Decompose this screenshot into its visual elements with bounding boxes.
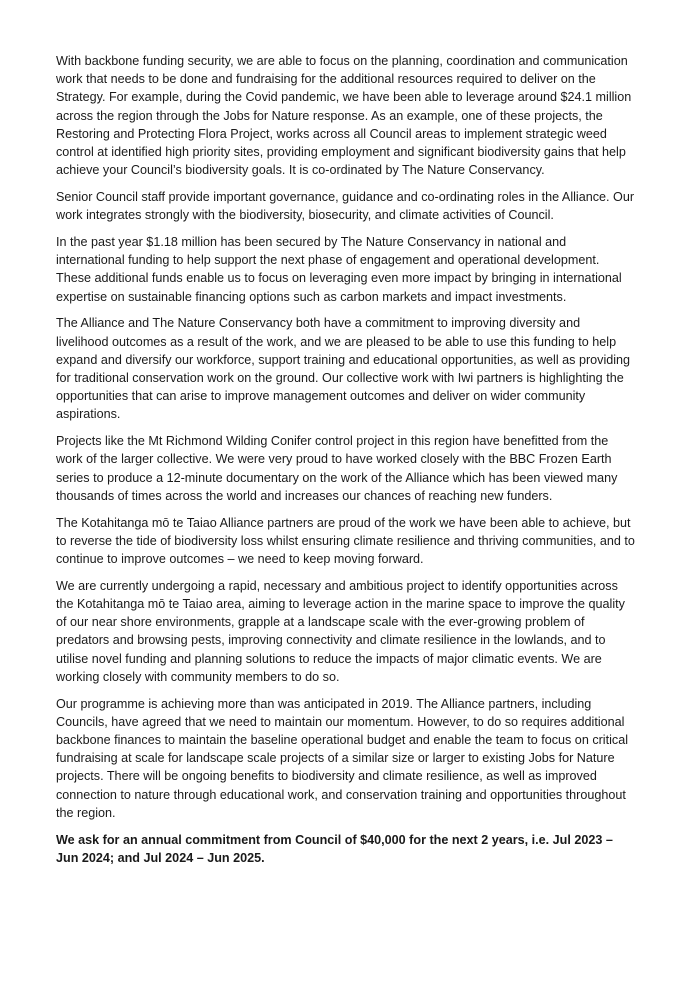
funding-request: We ask for an annual commitment from Council of $40,000 for the next 2 years, i.e. Jul 2023 – Jun 2024; and Jul 2024 – Jun 2025. [56, 832, 613, 865]
paragraph-projects: Projects like the Mt Richmond Wilding Conifer control project in this region have benefitted from the work of the larger collective. We were very proud to have worked closely with the BBC Frozen Earth series to produce a 12-minute documentary on the work of the Alliance which has been viewed many thousands of times across the world and increases our chances of reaching new funders. [56, 434, 618, 503]
paragraph-diversity-commitment: The Alliance and The Nature Conservancy both have a commitment to improving diversity and livelihood outcomes as a result of the work, and we are pleased to be able to use this funding to help expand and diversify our workforce, support training and educational opportunities, as well as providing for traditional conservation work on the ground. Our collective work with Iwi partners is highlighting the opportunities that can arise to improve management outcomes and deliver on wider community aspirations. [56, 316, 631, 422]
paragraph-current-project: We are currently undergoing a rapid, necessary and ambitious project to identify opportunities across the Kotahitanga mō te Taiao area, aiming to leverage action in the marine space to improve the quality of our near shore environments, grapple at a landscape scale with the ever-growing problem of predators and browsing pests, improving connectivity and climate resilience in the lowlands, and to utilise novel funding and planning solutions to reduce the impacts of major climatic events. We are working closely with community members to do so. [56, 578, 625, 684]
paragraph-programme: Our programme is achieving more than was anticipated in 2019. The Alliance partners, including Councils, have agreed that we need to maintain our momentum. However, to do so requires additional backbone finances to maintain the baseline operational budget and enable the team to focus on critical fundraising at scale for landscape scale projects of a similar size or larger to existing Jobs for Nature projects. There will be ongoing benefits to biodiversity and climate resilience, as well as improved connection to nature through educational work, and conservation training and opportunities throughout the region. [56, 696, 629, 820]
document-page [56, 52, 636, 876]
paragraph-backbone-funding: With backbone funding security, we are able to focus on the planning, coordination and communication work that needs to be done and fundraising for the additional resources required to deliver on the Strategy. For example, during the Covid pandemic, we have been able to leverage around $24.1 million across the region through the Jobs for Nature response. As an example, one of these projects, the Restoring and Protecting Flora Project, works across all Council areas to implement strategic weed control at identified high priority sites, providing employment and significant biodiversity gains that help achieve your Council’s biodiversity goals. It is co-ordinated by The Nature Conservancy. [56, 54, 632, 178]
paragraph-funding-secured: In the past year $1.18 million has been secured by The Nature Conservancy in national and international funding to help support the next phase of engagement and operational development. These additional funds enable us to focus on leveraging even more impact by bringing in international expertise on sustainable financing options such as carbon markets and impact investments. [56, 235, 622, 304]
paragraph-alliance-partners: The Kotahitanga mō te Taiao Alliance partners are proud of the work we have been able to achieve, but to reverse the tide of biodiversity loss whilst ensuring climate resilience and thriving communities, and to continue to improve outcomes – we need to keep moving forward. [56, 515, 635, 567]
paragraph-council-staff: Senior Council staff provide important governance, guidance and co-ordinating roles in the Alliance. Our work integrates strongly with the biodiversity, biosecurity, and climate activities of Council. [56, 190, 635, 223]
